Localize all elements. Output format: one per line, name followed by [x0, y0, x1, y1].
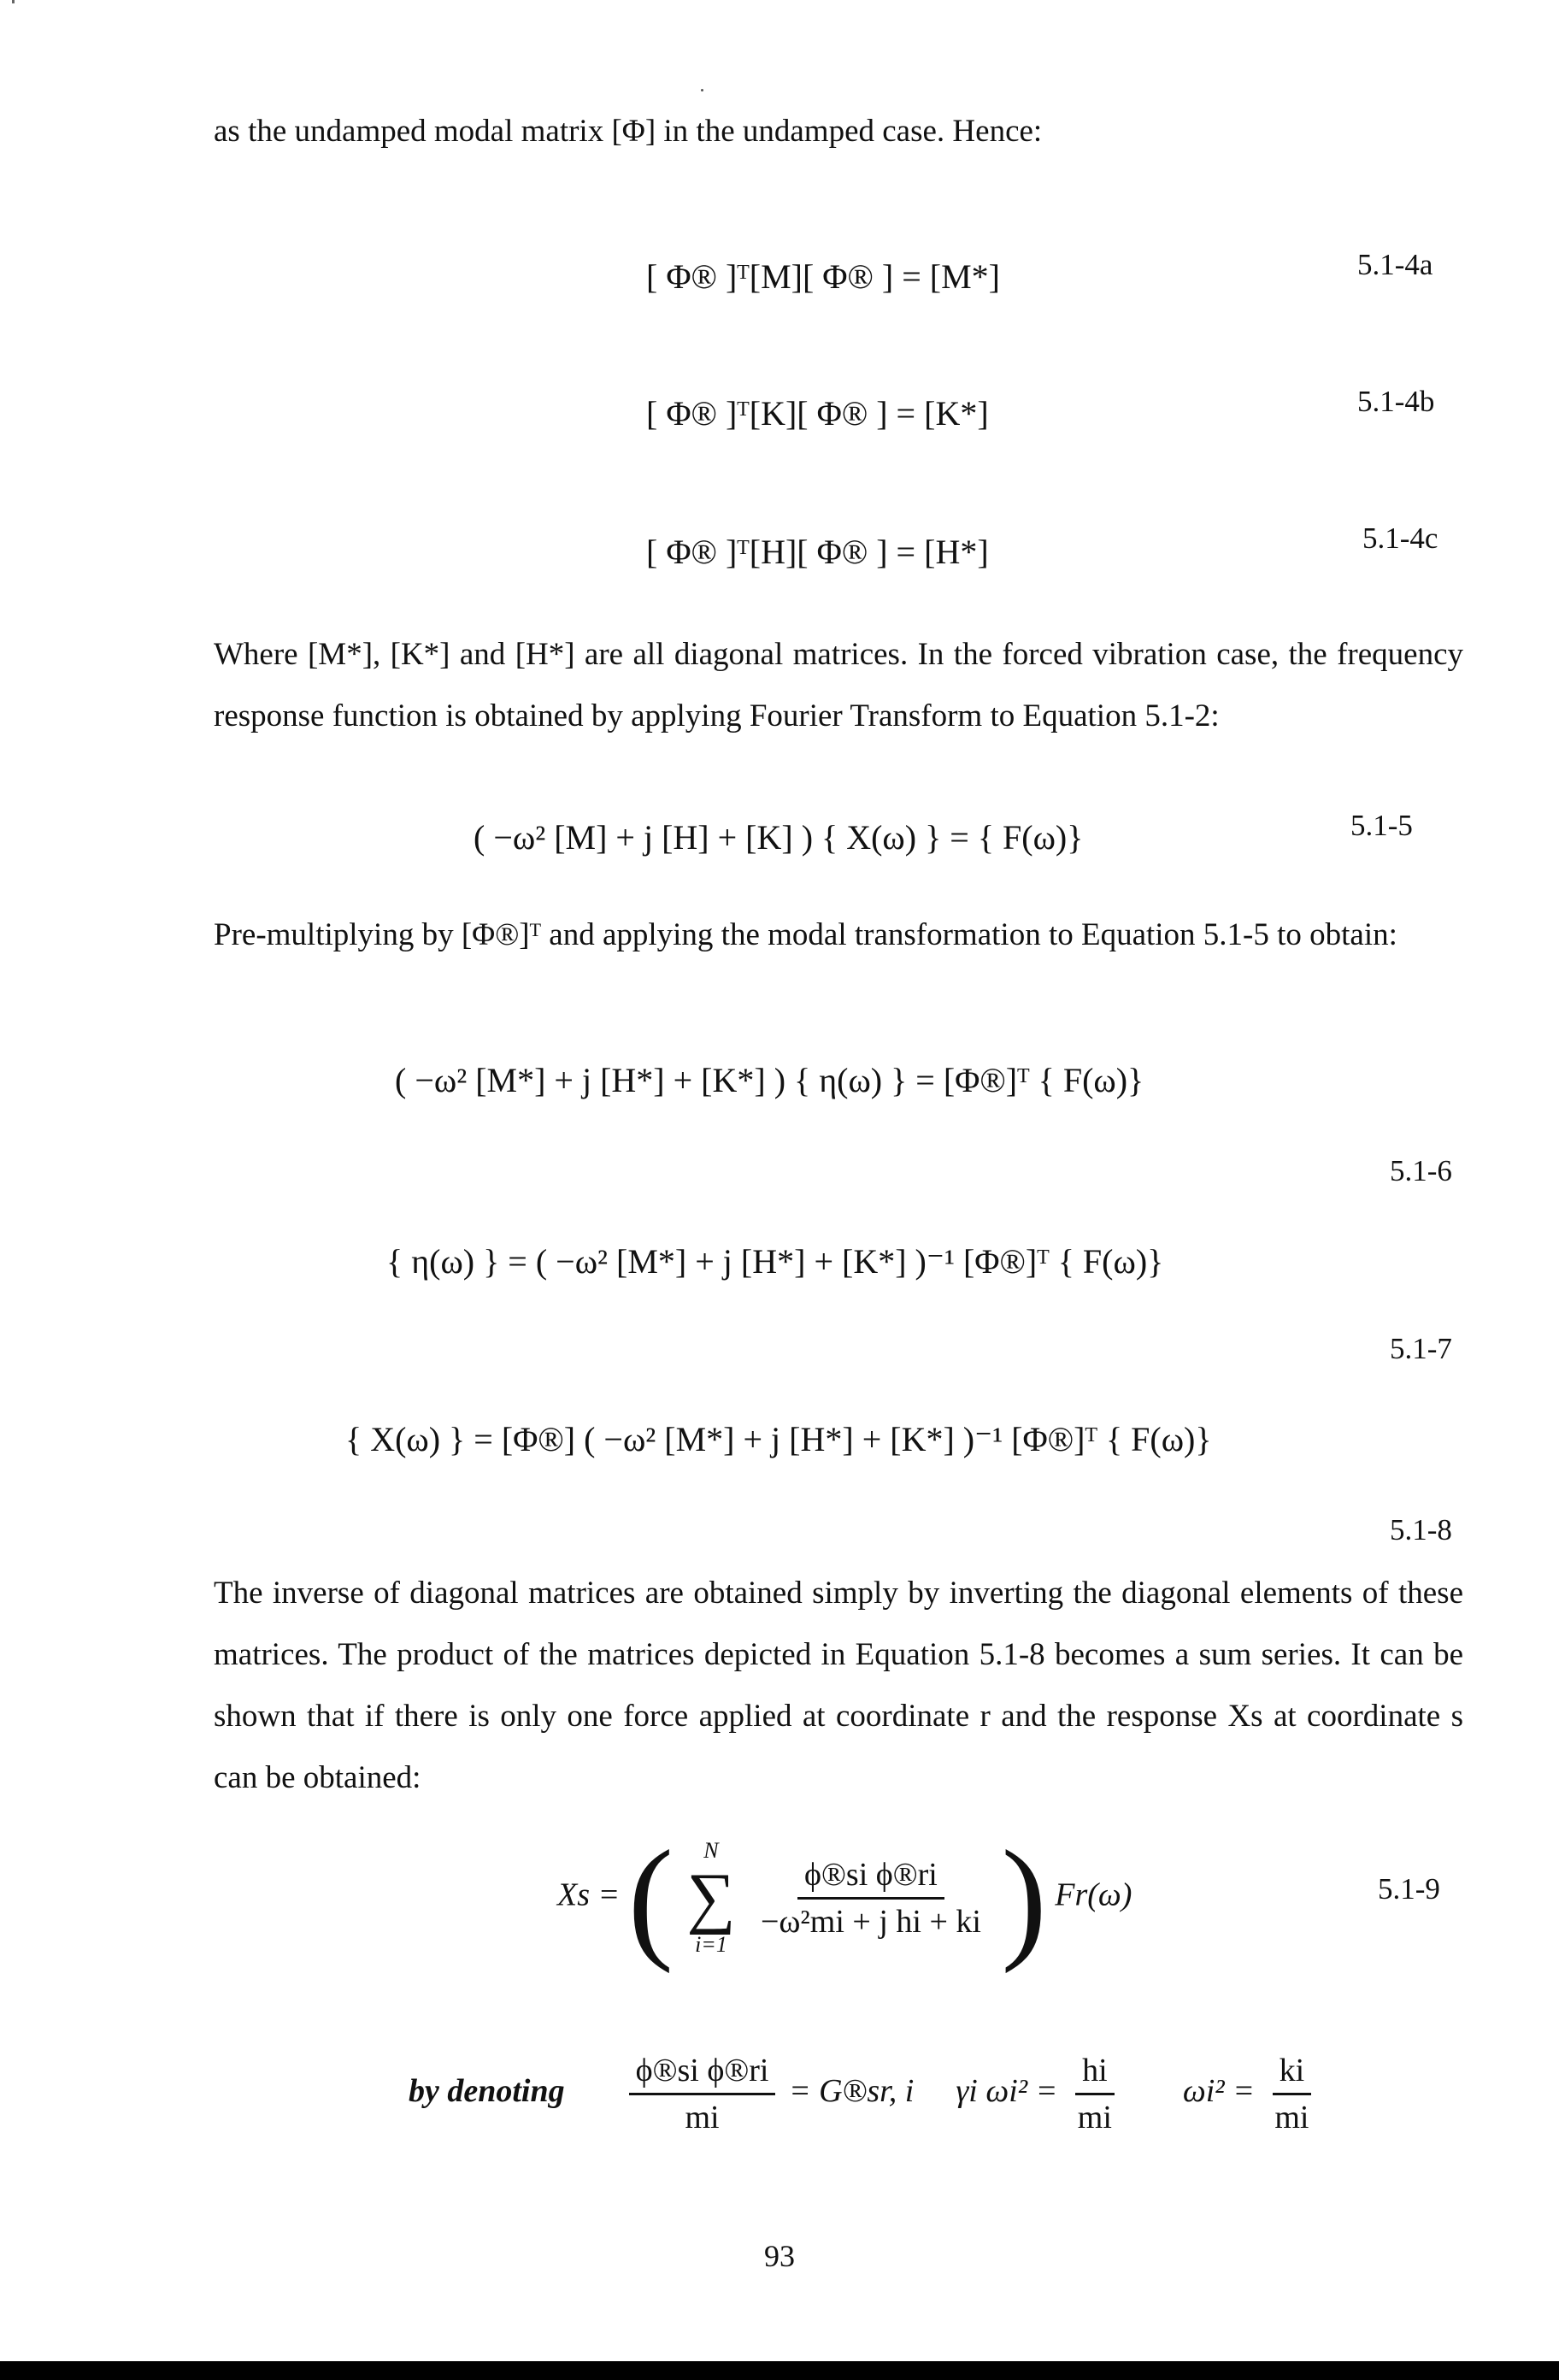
fraction-numerator: ki	[1273, 2052, 1312, 2095]
left-paren: (	[627, 1822, 674, 1974]
equation-5-1-4a: [ Φ® ]ᵀ[M][ Φ® ] = [M*]	[646, 257, 1001, 296]
equation-number: 5.1-9	[1378, 1872, 1440, 1906]
bottom-scan-border	[0, 2361, 1559, 2380]
equation-5-1-7: { η(ω) } = ( −ω² [M*] + j [H*] + [K*] )⁻¹ [Φ®]ᵀ { F(ω)}	[386, 1242, 1164, 1281]
equation-5-1-8: { X(ω) } = [Φ®] ( −ω² [M*] + j [H*] + [K*] )⁻¹ [Φ®]ᵀ { F(ω)}	[345, 1420, 1212, 1458]
eq9-numerator: ϕ®si ϕ®ri	[797, 1856, 944, 1900]
equation-5-1-6: ( −ω² [M*] + j [H*] + [K*] ) { η(ω) } = [Φ®]ᵀ { F(ω)}	[395, 1061, 1144, 1099]
fraction-numerator: ϕ®si ϕ®ri	[629, 2052, 776, 2095]
summation	[686, 1838, 735, 1958]
denoting-label: by denoting	[409, 2073, 565, 2110]
equation-5-1-9	[557, 1822, 1132, 1974]
equation-number: 5.1-4b	[1357, 385, 1435, 418]
denoting-fraction-1	[629, 2052, 776, 2136]
scan-speck	[701, 89, 703, 91]
eq9-rhs: Fr(ω)	[1055, 1876, 1132, 1913]
fraction-denominator: mi	[1077, 2100, 1112, 2136]
fraction-denominator: mi	[1274, 2100, 1309, 2136]
omega-lhs: ωi² =	[1182, 2073, 1255, 2110]
eq9-lhs: Xs =	[557, 1876, 621, 1913]
page-number: 93	[764, 2239, 795, 2273]
scan-speck	[12, 0, 15, 3]
paragraph-premultiply: Pre-multiplying by [Φ®]ᵀ and applying the modal transformation to Equation 5.1-5 to obtain:	[214, 917, 1397, 952]
paragraph-sum-series: The inverse of diagonal matrices are obtained simply by inverting the diagonal elements of these matrices. The product of the matrices depicted in Equation 5.1-8 becomes a sum series. It can be shown that if there is only one force applied at coordinate r and the response Xs at coordinate s can be obtained:	[214, 1576, 1463, 1795]
denoting-fraction-3	[1268, 2052, 1315, 2136]
eq9-fraction	[754, 1856, 988, 1941]
equation-number: 5.1-8	[1390, 1513, 1452, 1546]
fraction-denominator: mi	[685, 2100, 720, 2136]
equation-number: 5.1-4a	[1357, 248, 1433, 281]
sum-lower-limit: i=1	[695, 1932, 727, 1957]
intro-text: as the undamped modal matrix [Φ] in the undamped case. Hence:	[214, 114, 1043, 149]
equation-5-1-4b: [ Φ® ]ᵀ[K][ Φ® ] = [K*]	[646, 394, 989, 433]
sigma-symbol: ∑	[686, 1860, 736, 1935]
fraction-numerator: hi	[1075, 2052, 1115, 2095]
equation-number: 5.1-6	[1390, 1154, 1452, 1187]
equation-5-1-4c: [ Φ® ]ᵀ[H][ Φ® ] = [H*]	[646, 533, 989, 571]
right-paren: )	[1001, 1822, 1047, 1974]
equation-number: 5.1-4c	[1362, 521, 1438, 555]
equation-number: 5.1-7	[1390, 1332, 1452, 1365]
equation-number: 5.1-5	[1350, 809, 1413, 842]
equation-5-1-5: ( −ω² [M] + j [H] + [K] ) { X(ω) } = { F(ω)}	[474, 818, 1084, 857]
eq9-denominator: −ω²mi + j hi + ki	[760, 1903, 981, 1940]
g-definition: = G®sr, i	[788, 2073, 915, 2110]
denoting-definitions	[409, 2052, 1321, 2136]
sum-upper-limit: N	[703, 1838, 719, 1863]
gamma-lhs: γi ωi² =	[956, 2073, 1058, 2110]
denoting-fraction-2	[1071, 2052, 1119, 2136]
paragraph-frf: Where [M*], [K*] and [H*] are all diagonal matrices. In the forced vibration case, the frequency response function is obtained by applying Fourier Transform to Equation 5.1-2:	[214, 637, 1463, 733]
